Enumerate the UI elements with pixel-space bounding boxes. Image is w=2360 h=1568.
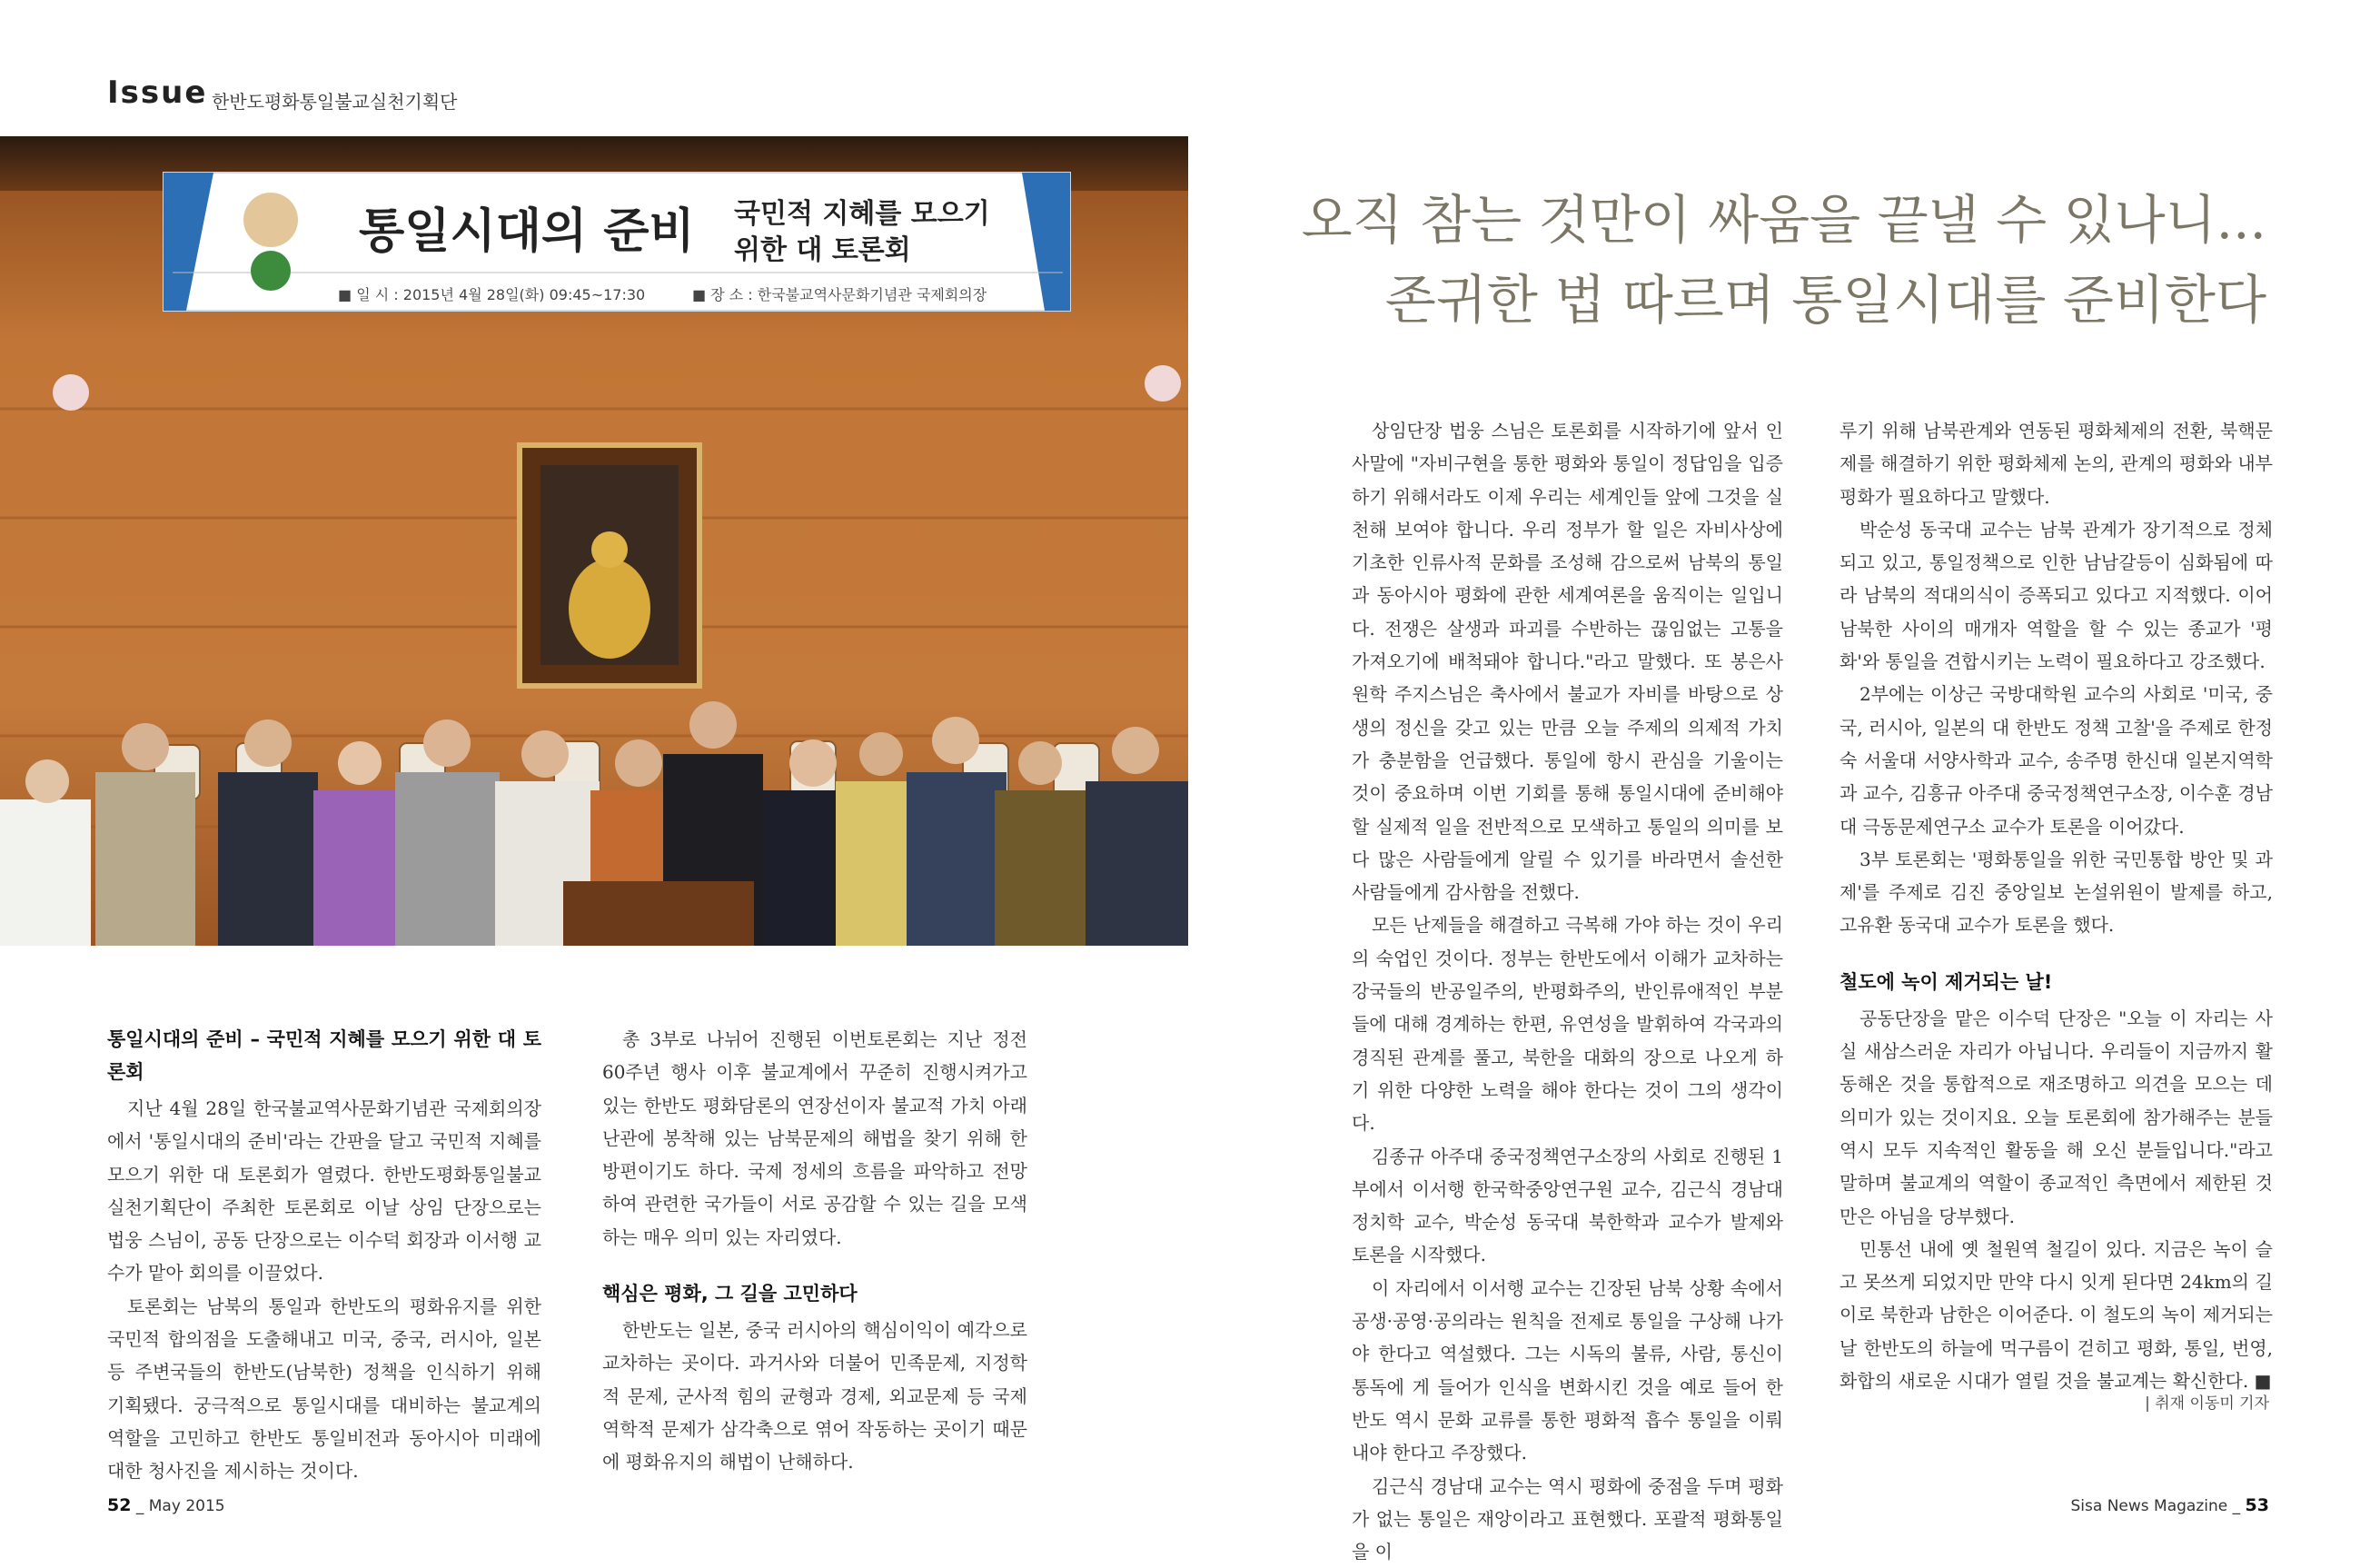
col2-heading: 핵심은 평화, 그 길을 고민하다 [602,1277,1027,1310]
col3-paragraph: 김종규 아주대 중국정책연구소장의 사회로 진행된 1부에서 이서행 한국학중앙연구원 교수, 김근식 경남대 정치학 교수, 박순성 동국대 북한학과 교수가 발제와 토론을 시작했다. [1352,1140,1783,1272]
banner-date: ■ 일 시 : 2015년 4월 28일(화) 09:45~17:30 [338,286,645,303]
section-org: 한반도평화통일불교실천기획단 [212,87,457,114]
headline-line2: 존귀한 법 따르며 통일시대를 준비한다 [1302,260,2266,340]
mascot-icon [243,193,298,247]
col4-paragraph: 민통선 내에 옛 철원역 철길이 있다. 지금은 녹이 슬고 못쓰게 되었지만 만약 다시 잇게 된다면 24km의 길이로 북한과 남한은 이어준다. 이 철도의 녹이 제거되는 날 한반도의 하늘에 먹구름이 걷히고 평화, 통일, 번영, 화합의 새로운 시대가 열릴 것을 불교계는 확신한다. ■ [1839,1233,2273,1397]
buddha-shrine [520,445,699,686]
col1-paragraph: 지난 4월 28일 한국불교역사문화기념관 국제회의장에서 '통일시대의 준비'라는 간판을 달고 국민적 지혜를 모으기 위한 대 토론회가 열렸다. 한반도평화통일불교실천기획단이 주최한 토론회로 이날 상임 단장으로는 법웅 스님이, 공동 단장으로는 이수덕 회장과 이서행 교수가 맡아 회의를 이끌었다. [107,1092,541,1290]
col4-paragraph: 공동단장을 맡은 이수덕 단장은 "오늘 이 자리는 사실 새삼스러운 자리가 아닙니다. 우리들이 지금까지 활동해온 것을 통합적으로 재조명하고 의견을 모으는 데 의미가 있는 것이지요. 오늘 토론회에 참가해주는 분들 역시 모두 지속적인 활동을 해 오신 분들입니다."라고 말하며 불교계의 역할이 종교적인 측면에서 제한된 것만은 아님을 당부했다. [1839,1002,2273,1233]
section-label: Issue [107,74,207,111]
footer-right-text: Sisa News Magazine _ [2071,1497,2241,1515]
page-number-left: 52 [107,1495,131,1515]
col4-paragraph: 루기 위해 남북관계와 연동된 평화체제의 전환, 북핵문제를 해결하기 위한 평화체제 논의, 관계의 평화와 내부 평화가 필요하다고 말했다. [1839,414,2273,513]
banner-title: 통일시대의 준비 [359,204,695,259]
banner-sub2: 위한 대 토론회 [734,234,911,266]
col4-paragraph: 3부 토론회는 '평화통일을 위한 국민통합 방안 및 과제'를 주제로 김진 중앙일보 논설위원이 발제를 하고, 고유환 동국대 교수가 토론을 했다. [1839,843,2273,942]
footer-right [2071,1495,2269,1515]
article-column-1 [107,1023,541,1488]
banner-sub1: 국민적 지혜를 모으기 [734,198,990,230]
col3-paragraph: 이 자리에서 이서행 교수는 긴장된 남북 상황 속에서 공생·공영·공의라는 원칙을 전제로 통일을 구상해 나가야 한다고 역설했다. 그는 시독의 불류, 사람, 통신이 통독에 게 들어가 인식을 변화시킨 것을 예로 들어 한반도 역시 문화 교류를 통한 평화적 흡수 통일을 이뤄내야 한다고 주장했다. [1352,1272,1783,1470]
col4-paragraph: 2부에는 이상근 국방대학원 교수의 사회로 '미국, 중국, 러시아, 일본의 대 한반도 정책 고찰'을 주제로 한정숙 서울대 서양사학과 교수, 송주명 한신대 일본지역학과 교수, 김흥규 아주대 중국정책연구소장, 이수훈 경남대 극동문제연구소 교수가 토론을 이어갔다. [1839,678,2273,842]
footer-left [107,1495,225,1515]
col3-paragraph: 모든 난제들을 해결하고 극복해 가야 하는 것이 우리의 숙업인 것이다. 정부는 한반도에서 이해가 교차하는 강국들의 반공일주의, 반평화주의, 반인류애적인 부분들에 대해 경계하는 한편, 유연성을 발휘하여 각국과의 경직된 관계를 풀고, 북한을 대화의 장으로 나오게 하기 위한 다양한 노력을 해야 한다는 것이 그의 생각이다. [1352,908,1783,1139]
col2-paragraph: 총 3부로 나뉘어 진행된 이번토론회는 지난 정전 60주년 행사 이후 불교계에서 꾸준히 진행시켜가고 있는 한반도 평화담론의 연장선이자 불교적 가치 아래 난관에 봉착해 있는 남북문제의 해법을 찾기 위해 한 방편이기도 하다. 국제 정세의 흐름을 파악하고 전망하여 관련한 국가들이 서로 공감할 수 있는 길을 모색하는 매우 의미 있는 자리였다. [602,1023,1027,1254]
podium [563,881,754,946]
article-column-4 [1839,414,2273,1397]
col1-heading: 통일시대의 준비 – 국민적 지혜를 모으기 위한 대 토론회 [107,1023,541,1088]
col4-heading: 철도에 녹이 제거되는 날! [1839,966,2273,998]
banner-place: ■ 장 소 : 한국불교역사문화기념관 국제회의장 [692,286,987,303]
col3-paragraph: 김근식 경남대 교수는 역시 평화에 중점을 두며 평화가 없는 통일은 재앙이라고 표현했다. 포괄적 평화통일을 이 [1352,1470,1783,1568]
page-number-right: 53 [2246,1495,2269,1515]
lotus-lamp-icon [1145,365,1181,402]
article-column-3 [1352,414,1783,1568]
article-column-2 [602,1023,1027,1479]
article-headline [1302,180,2266,340]
event-banner [164,173,1070,311]
col4-paragraph: 박순성 동국대 교수는 남북 관계가 장기적으로 정체되고 있고, 통일정책으로 인한 남남갈등이 심화됨에 따라 남북의 적대의식이 증폭되고 있다고 지적했다. 이어 남북한 사이의 매개자 역할을 할 수 있는 종교가 '평화'와 통일을 견합시키는 노력이 필요하다고 강조했다. [1839,513,2273,678]
col3-paragraph: 상임단장 법웅 스님은 토론회를 시작하기에 앞서 인사말에 "자비구현을 통한 평화와 통일이 정답임을 입증하기 위해서라도 이제 우리는 세계인들 앞에 그것을 실천해 보여야 합니다. 우리 정부가 할 일은 자비사상에 기초한 인류사적 문화를 조성해 감으로써 남북의 통일과 동아시아 평화에 관한 세계여론을 움직이는 일입니다. 전쟁은 살생과 파괴를 수반하는 끊임없는 고통을 가져오기에 배척돼야 합니다."라고 말했다. 또 봉은사 원학 주지스님은 축사에서 불교가 자비를 바탕으로 상생의 정신을 갖고 있는 만큼 오늘 주제의 의제적 가치가 충분함을 언급했다. 통일에 항시 관심을 기울이는 것이 중요하며 이번 기회를 통해 통일시대에 준비해야 할 실제적 일을 전반적으로 모색하고 통일의 의미를 보다 많은 사람들에게 알릴 수 있기를 바라면서 솔선한 사람들에게 감사함을 전했다. [1352,414,1783,908]
headline-line1: 오직 참는 것만이 싸움을 끝낼 수 있나니... [1302,180,2266,260]
lotus-lamp-icon [53,374,89,411]
footer-left-text: _ May 2015 [136,1497,225,1515]
event-photo [0,136,1188,946]
reporter-credit: | 취재 이동미 기자 [2145,1390,2269,1413]
col1-paragraph: 토론회는 남북의 통일과 한반도의 평화유지를 위한 국민적 합의점을 도출해내고 미국, 중국, 러시아, 일본 등 주변국들의 한반도(남북한) 정책을 인식하기 위해 기획됐다. 궁극적으로 통일시대를 대비하는 불교계의 역할을 고민하고 한반도 통일비전과 동아시아 미래에 대한 청사진을 제시하는 것이다. [107,1290,541,1488]
col2-paragraph: 한반도는 일본, 중국 러시아의 핵심이익이 예각으로 교차하는 곳이다. 과거사와 더불어 민족문제, 지정학적 문제, 군사적 힘의 균형과 경제, 외교문제 등 국제 역학적 문제가 삼각축으로 엮어 작동하는 곳이기 때문에 평화유지의 해법이 난해하다. [602,1314,1027,1478]
